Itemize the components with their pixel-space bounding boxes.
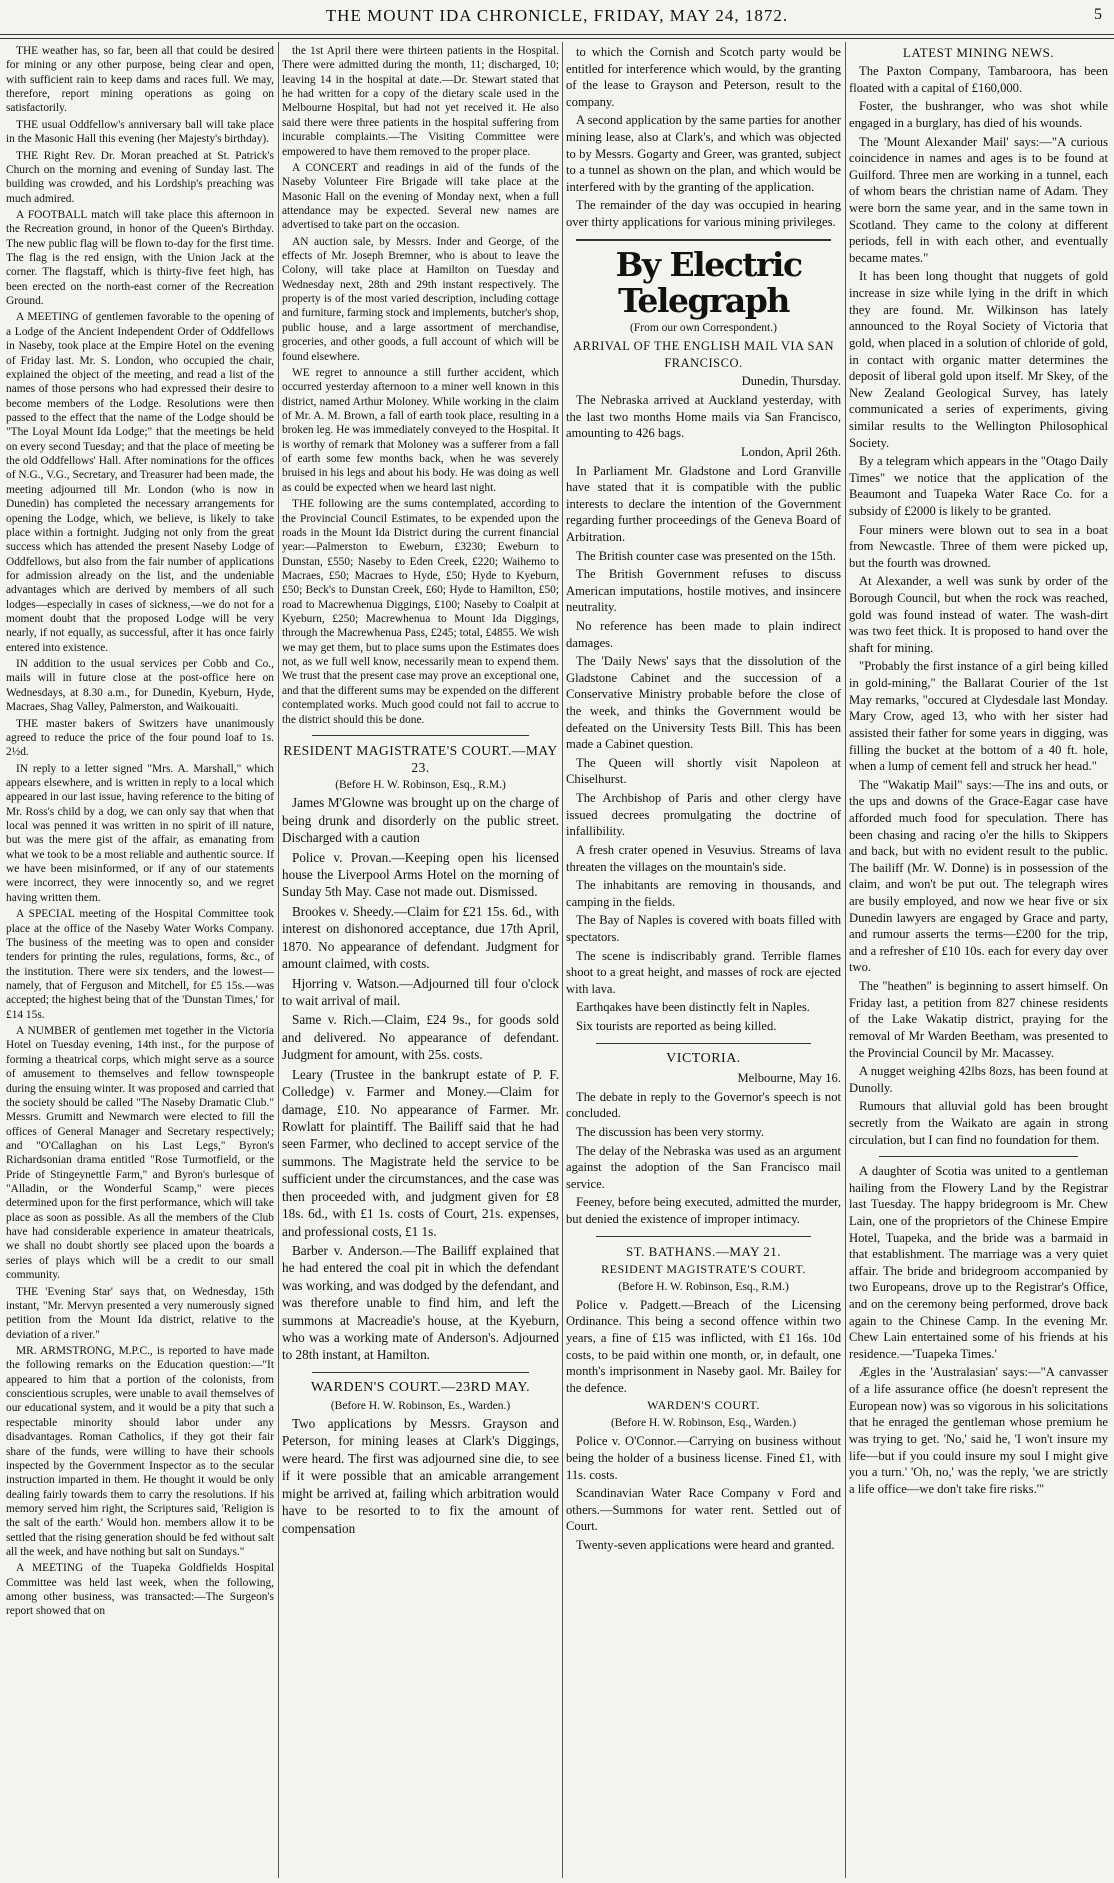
paragraph: The Paxton Company, Tambaroora, has been floated with a capital of £160,000. <box>849 64 1108 95</box>
paragraph: In Parliament Mr. Gladstone and Lord Granville have stated that it is compatible with the public interests to declare the intention of the Government regarding further proceedings of the Geneva Board of Arbitration. <box>566 463 841 544</box>
paragraph: The discussion has been very stormy. <box>576 1124 765 1139</box>
paragraph: Four miners were blown out to sea in a boat from Newcastle. Three of them were picked up, but the fourth was drowned. <box>849 522 1108 570</box>
masthead <box>0 0 1114 34</box>
paragraph: A CONCERT and readings in aid of the funds of the Naseby Volunteer Fire Brigade will take place at the Masonic Hall on the evening of Monday next, when a full attendance may be expected. Several new names are advertised to take part on the occasion. <box>282 161 559 232</box>
paragraph: No reference has been made to plain indirect damages. <box>566 619 841 650</box>
paragraph: The inhabitants are removing in thousands, and camping in the fields. <box>566 878 841 909</box>
section-subheading: (Before H. W. Robinson, Es., Warden.) <box>330 1399 511 1412</box>
paragraph: THE weather has, so far, been all that could be desired for mining or any other purpose, being clear and open, with sufficient rain to keep dams and races full. We may, therefore, report mining operations as going on satisfactorily. <box>6 45 274 115</box>
paragraph: A NUMBER of gentlemen met together in the Victoria Hotel on Tuesday evening, 14th inst., for the purpose of forming a theatrical corps, which might serve as a source of amusement to themselves and fellow townspeople during the ensuing winter. It was proposed and carried that the society should be called "The Naseby Dramatic Club." Messrs. Grumitt and Newmarch were elected to fill the offices of General Manager and Secretary respectively; and "O'Callaghan on his Last Legs," Byron's Richardsonian drama entitled "Rose Turmotfield, or the Pride of Stingeynettle Farm," and Byron's burlesque of "Alladin, or the Wonderful Scamp," were pieces determined upon for the first performance, which will take place as soon as possible. As all the members of the Club have had considerable experience in amateur theatricals, we shall no doubt shortly see placed upon the boards a series of plays which will be a credit to our small community. <box>6 1025 274 1282</box>
section-subheading: (Before H. W. Robinson, Esq., Warden.) <box>610 1417 797 1430</box>
paragraph: THE 'Evening Star' says that, on Wednesday, 15th instant, "Mr. Mervyn presented a very numerously signed petition from the Mount Ida district, relative to the deviation of a river." <box>6 1285 274 1341</box>
paragraph: The debate in reply to the Governor's speech is not concluded. <box>566 1089 841 1121</box>
paragraph: WE regret to announce a still further accident, which occurred yesterday afternoon to a miner well known in this district, named Arthur Moloney. While working in the claim of Mr. A. M. Brown, a fall of earth took place, resulting in a broken leg. He was immediately conveyed to the Hospital. It is worthy of remark that Moloney was a sufferer from a fall of earth some few months back, when he was severely bruised in his legs and about his body. He was doing as well as could be expected when we heard last night. <box>282 366 559 494</box>
paragraph: The "Wakatip Mail" says:—The ins and outs, or the ups and downs of the Grace-Eagar case have afforded much food for speculation. There has been chasing and racing o'er the hills to Skippers and back, but with no evident result to the public. The bailiff (Mr. W. Donne) is in possession of the claim, and won't be put out. The telegraph wires are busily employed, and now we hear five or six Dunedin lawyers are engaged by Grace and party, and rumour asserts the terms—£200 for the trip, and a refresher of £10 10s. each for every day over two. <box>849 777 1108 975</box>
paragraph: The "heathen" is beginning to assert himself. On Friday last, a petition from 827 chinese residents of the Lake Wakatip district, praying for the removal of Mr Warden Beetham, was presented to the Provincial Council by Mr. Macassey. <box>849 979 1108 1060</box>
paragraph: Feeney, before being executed, admitted the murder, but denied the existence of improper intimacy. <box>566 1195 841 1226</box>
paragraph: The 'Mount Alexander Mail' says:—"A curious coincidence in names and ages is to be found at Guilford. Three men are working in a tunnel, each of whom bears the christian name of Adam. They were born the same year, and in the same town in Scotland. They came to the colony at different periods, fell in with each other, and eventually became mates." <box>849 134 1108 265</box>
divider <box>596 1043 811 1044</box>
paragraph: The Archbishop of Paris and other clergy have issued decrees promulgating the doctrine of infallibility. <box>566 791 841 839</box>
section-subheading: RESIDENT MAGISTRATE'S COURT. <box>601 1261 806 1276</box>
column-3 <box>566 44 841 1876</box>
paragraph: Scandinavian Water Race Company v Ford and others.—Summons for water rent. Settled out of Court. <box>566 1486 841 1534</box>
paragraph: A fresh crater opened in Vesuvius. Streams of lava threaten the villages on the mountain's side. <box>566 842 841 874</box>
divider <box>312 735 529 736</box>
paragraph: Twenty-seven applications were heard and granted. <box>576 1538 835 1553</box>
column-rule <box>845 42 846 1878</box>
divider <box>596 1236 811 1237</box>
paragraph: The 'Daily News' says that the dissolution of the Gladstone Cabinet and the succession of a Conservative Ministry probable before the close of the week, and thinks the Government would be defeated on the University Tests Bill. This has been made a Cabinet question. <box>566 654 841 752</box>
divider <box>576 239 831 241</box>
paragraph: Two applications by Messrs. Grayson and Peterson, for mining leases at Clark's Diggings, were heard. The first was adjourned sine die, to see if it were possible that an amicable arrangement might be arrived at, failing which arbitration would have to be resorted to to fix the amount of compensation <box>282 1415 559 1536</box>
section-heading: VICTORIA. <box>666 1050 741 1066</box>
paragraph: AN auction sale, by Messrs. Inder and George, of the effects of Mr. Joseph Bremner, who is about to leave the Colony, will take place at Hamilton on Tuesday and Wednesday next, 28th and 29th instant respectively. The property is of the most varied description, including cottage and furniture, farming stock and implements, butcher's shop, public house, and a large assortment of merchandise, groceries, and other goods, a full account of which will be found elsewhere. <box>282 235 559 363</box>
divider <box>312 1372 529 1373</box>
column-2 <box>282 44 559 1876</box>
paragraph: The scene is indiscribably grand. Terrible flames shoot to a great height, and masses of rock are ejected with lava. <box>566 948 841 996</box>
paragraph: MR. ARMSTRONG, M.P.C., is reported to have made the following remarks on the Education question:—"It appeared to him that a portion of the colonists, from conscientious scruples, were unable to avail themselves of our educational system, and it would be a pity that such a respectable minority should labor under any disadvantages. Roman Catholics, if they got their fair share of the funds, were willing to have their schools inspected by the Government Inspector as to the secular instruction imparted in them. He thought it would be only dealing fairly towards them to carry the resolutions. If his memory served him right, the Scriptures said, 'Religion is the salt of the earth.' Would hon. members allow it to be settled that the rising generation should be fed without salt all the week, and have nothing but salt on Sundays." <box>6 1344 274 1559</box>
paragraph: Rumours that alluvial gold has been brought secretly from the Waikato are again in strong circulation, but I can find no foundation for them. <box>849 1099 1108 1147</box>
paragraph: "Probably the first instance of a girl being killed in gold-mining," the Ballarat Courier of the 1st May remarks, "occured at Clydesdale last Monday. Mary Crow, aged 13, who with her sister had assisted their father for some years in digging, was filling the bucket at the bottom of a 40 ft. hole, when a lump of cement fell and struck her head." <box>849 659 1108 774</box>
masthead-rule-2 <box>0 38 1114 39</box>
paragraph: The remainder of the day was occupied in hearing over thirty applications for various mining privileges. <box>566 198 841 230</box>
paragraph: The Queen will shortly visit Napoleon at Chiselhurst. <box>566 755 841 787</box>
paragraph: Earthqakes have been distinctly felt in Naples. <box>576 1000 810 1015</box>
section-subheading: WARDEN'S COURT. <box>647 1398 760 1413</box>
paragraph: to which the Cornish and Scotch party would be entitled for interference which would, by the granting of the lease to Grayson and Peterson, result to the company. <box>566 45 841 109</box>
paragraph: The British counter case was presented on the 15th. <box>576 548 836 563</box>
paragraph: A second application by the same parties for another mining lease, also at Clark's, and which was objected to by Messrs. Gogarty and Greer, was granted, subject to a tunnel as shown on the plan, and which would be interfered with by the granting of the application. <box>566 113 841 194</box>
dateline: Dunedin, Thursday. <box>741 374 841 389</box>
section-heading: ST. BATHANS.—MAY 21. <box>625 1243 782 1259</box>
column-rule <box>562 42 563 1878</box>
divider <box>879 1156 1078 1157</box>
dateline: London, April 26th. <box>740 444 841 459</box>
paragraph: Police v. Padgett.—Breach of the Licensing Ordinance. This being a second offence within two years, a fine of £15 was inflicted, with £1 16s. 10d costs, to be paid within one month, or, in default, one month's imprisonment in Naseby gaol. Mr. Bailey for the defence. <box>566 1297 841 1395</box>
column-4 <box>849 44 1108 1876</box>
paragraph: The delay of the Nebraska was used as an argument against the adoption of the San Francisco mail service. <box>566 1143 841 1191</box>
paragraph: By a telegram which appears in the "Otago Daily Times" we notice that the application of the Beaumont and Tuapeka Water Race Co. for a subsidy of £2000 is likely to be granted. <box>849 454 1108 518</box>
column-1 <box>6 44 274 1876</box>
paragraph: Police v. O'Connor.—Carrying on business without being the holder of a business license. Fined £1, with 11s. costs. <box>566 1434 841 1482</box>
paragraph: IN addition to the usual services per Cobb and Co., mails will in future close at the post-office here on Wednesdays, at 8.30 a.m., for Dunedin, Kyeburn, Hyde, Macraes, Shag Valley, Palmerston, and Waikouaiti. <box>6 658 274 714</box>
paragraph: A nugget weighing 42lbs 8ozs, has been found at Dunolly. <box>849 1064 1108 1095</box>
section-heading: LATEST MINING NEWS. <box>902 45 1055 60</box>
section-heading: RESIDENT MAGISTRATE'S COURT.—MAY 23. <box>283 742 558 775</box>
paragraph: THE following are the sums contemplated, according to the Provincial Council Estimates, to be expended upon the roads in the Mount Ida District during the current financial year:—Palmerston to Eweburn, £3230; Eweburn to Dunstan, £550; Naseby to Eden Creek, £220; Waihemo to Macraes, £50; Macraes to Hyde, £50; Hyde to Kyeburn, £50; Beck's to Dunstan Creek, £60; Hyde to Hamilton, £50; road to Macrewhenua Diggings, £100; Naseby to Coalpit at Kyeburn, £250; Macrewhenua to Mount Ida Diggings, through the Macrewhenua Pass, £245; total, £4855. We wish we may get them, but to place sums upon the Estimates does not, as we full well know, necessarily mean to expend them. We trust that the present case may prove an exceptional one, and that the different sums may be expended on the different contemplated works. Much good could not fail to accrue to the district should this be done. <box>282 498 559 726</box>
masthead-title: THE MOUNT IDA CHRONICLE, FRIDAY, MAY 24, 1872. <box>325 6 789 25</box>
paragraph: Brookes v. Sheedy.—Claim for £21 15s. 6d., with interest on dishonored acceptance, due 17th April, 1870. No appearance of defendant. Judgment for amount claimed, with costs. <box>282 903 559 972</box>
section-heading: WARDEN'S COURT.—23RD MAY. <box>310 1379 531 1395</box>
paragraph: Hjorring v. Watson.—Adjourned till four o'clock to wait arrival of mail. <box>282 975 559 1009</box>
masthead-rule <box>0 34 1114 35</box>
paragraph: A SPECIAL meeting of the Hospital Committee took place at the office of the Naseby Water Works Company. The business of the meeting was to open and consider tenders for printing the rules, regulations, forms, &c., of the institution. There were six tenders, and the lowest—namely, that of Ferguson and Mitchell, for £5 15s.—was accepted; the highest being that of the 'Dunstan Times,' for £14 15s. <box>6 908 274 1021</box>
paragraph: A MEETING of the Tuapeka Goldfields Hospital Committee was held last week, when the following, among other business, was transacted:—The Surgeon's report showed that on <box>6 1562 274 1618</box>
paragraph: The British Government refuses to discuss American imputations, hostile motives, and insincere neutrality. <box>566 567 841 615</box>
paragraph: Police v. Provan.—Keeping open his licensed house the Liverpool Arms Hotel on the morning of Sunday 5th May. Case not made out. Dismissed. <box>282 849 559 900</box>
section-subheading: (Before H. W. Robinson, Esq., R.M.) <box>335 778 506 791</box>
section-subheading: (Before H. W. Robinson, Esq., R.M.) <box>618 1280 789 1293</box>
paragraph: THE master bakers of Switzers have unanimously agreed to reduce the price of the four pound loaf to 1s. 2½d. <box>6 717 274 759</box>
paragraph: The Nebraska arrived at Auckland yesterday, with the last two months Home mails via San Francisco, amounting to 426 bags. <box>566 393 841 441</box>
paragraph: Six tourists are reported as being killed. <box>576 1019 777 1034</box>
paragraph: James M'Glowne was brought up on the charge of being drunk and disorderly on the public street. Discharged with a caution <box>282 795 559 846</box>
column-rule <box>278 42 279 1878</box>
paragraph: THE usual Oddfellow's anniversary ball will take place in the Masonic Hall this evening (her Majesty's birthday). <box>6 118 274 146</box>
paragraph: A daughter of Scotia was united to a gentleman hailing from the Flowery Land by the Registrar last Tuesday. The happy bridegroom is Mr. Chew Lain, one of the proprietors of the Chinese Empire Hotel, Tuapeka, and the bride was a barmaid in that establishment. The marriage was a very quiet affair. The bride and bridegroom accompanied by two Europeans, drove up to the Registrar's Office, and on the ceremony being performed, drove back again to the Chinese Camp. In the evening Mr. Chew Lain entertained some of his friends at his residence.—'Tuapeka Times.' <box>849 1164 1108 1361</box>
paragraph: The Bay of Naples is covered with boats filled with spectators. <box>566 913 841 944</box>
paragraph: A FOOTBALL match will take place this afternoon in the Recreation ground, in honor of the Queen's Birthday. The new public flag will be flown to-day for the first time. The flag is the red ensign, with the Union Jack at the corner. The flagstaff, which is thirty-five feet high, has been erected on the north-east corner of the Recreation Ground. <box>6 208 274 308</box>
paragraph: Leary (Trustee in the bankrupt estate of P. F. Colledge) v. Farmer and Money.—Claim for damage, £10. No appearance of Farmer. Mr. Rowlatt for plaintiff. The Bailiff said that he had seen Farmer, who declined to accept service of the summons. The Magistrate held the service to be sufficient under the circumstances, and the case was then proceeded with, and judgment given for £8 18s. 6d., with £1 1s. costs of Court, 21s. expenses, and professional costs, £1 1s. <box>282 1066 559 1239</box>
paragraph: Same v. Rich.—Claim, £24 9s., for goods sold and delivered. No appearance of defendant. Judgment for amount, with 25s. costs. <box>282 1012 559 1063</box>
paragraph: A MEETING of gentlemen favorable to the opening of a Lodge of the Ancient Independent Order of Oddfellows in Naseby, took place at the Empire Hotel on the evening of Friday last. Mr. S. London, who occupied the chair, explained the object of the meeting, and read a list of the names of those persons who had expressed their desire to become members of the Lodge. Resolutions were then passed to the effect that the name of the Lodge should be "The Loyal Mount Ida Lodge;" that the meetings be held on every second Tuesday; and that the place of meeting be the old Oddfellows' Hall. After nominations for the offices of N.G., V.G., Secretary, and Treasurer had been made, the meeting adjourned till Mr. London (who is now in Dunedin) has completed the necessary arrangements for opening the Lodge, which, we believe, is likely to take place within a fortnight. Judging not only from the great success which has attended the present Naseby Lodge of Oddfellows, but also from the fair number of applications for admission already on the list, and the undeniable advantages which are derived by members of all such lodges—especially in cases of sickness,—we do not for a moment doubt that the proposed Lodge will be very nearly, if not equally, as successful, after it has once fairly entered into existence. <box>6 311 274 654</box>
section-subheading: (From our own Correspondent.) <box>630 322 777 335</box>
paragraph: Foster, the bushranger, who was shot while engaged in a burglary, has died of his wounds. <box>849 99 1108 130</box>
paragraph: Ægles in the 'Australasian' says:—"A canvasser of a life assurance office (he doesn't represent the European now) was so vigorous in his solicitations that he enraged the gentleman whose premium he was trying to get. 'No,' said he, 'I won't insure my life—but if you could insure my soul I might give you a turn.' 'Oh, no,' was the reply, 'we are strictly a life office—we don't take fire risks.'" <box>849 1365 1108 1496</box>
paragraph: It has been long thought that nuggets of gold increase in size while lying in the drift in which they are found. Mr. Wilkinson has lately announced to the Royal Society of Victoria that gold, when placed in a solution of chloride of gold, in contact with organic matter determines the deposit of liberal gold upon itself. Mr Skey, of the New Zealand Geological Survey, has lately communicated a series of experiments, giving similar results to the Wellington Philosophical Society. <box>849 269 1108 450</box>
paragraph: At Alexander, a well was sunk by order of the Borough Council, but when the rock was reached, gold was found instead of water. The wash-dirt was two feet thick. It is proposed to hand over the shaft for mining. <box>849 574 1108 655</box>
page-number: 5 <box>1094 6 1102 23</box>
paragraph: IN reply to a letter signed "Mrs. A. Marshall," which appears elsewhere, and is written in reply to a local which appeared in our last issue, having reference to the biting of Mr. Ross's child by a dog, we can only say that when that local was penned it was written in no spirit of ill nature, but was the mere gist of the affair, as emanating from what we took to be a most reliable and authentic source. If we have been misinformed, or if any of our statements were incorrect, they were innocently so, and we regret having written them. <box>6 762 274 904</box>
dateline: Melbourne, May 16. <box>737 1071 841 1086</box>
section-heading: ARRIVAL OF THE ENGLISH MAIL VIA SAN FRANCISCO. <box>572 339 835 370</box>
paragraph: THE Right Rev. Dr. Moran preached at St. Patrick's Church on the morning and evening of Sunday last. The building was crowded, and his Lordship's preaching was much admired. <box>6 149 274 205</box>
paragraph: the 1st April there were thirteen patients in the Hospital. There were admitted during the month, 11; discharged, 10; leaving 14 in the hospital at date.—Dr. Stewart stated that he had written for a copy of the dietary scale used in the Melbourne Hospital, but had not yet received it. He also said there were three patients in the hospital suffering from incurable complaints.—The Visiting Committee were empowered to have them removed to the proper place. <box>282 45 559 158</box>
section-masthead: By Electric Telegraph <box>615 244 802 320</box>
paragraph: Barber v. Anderson.—The Bailiff explained that he had entered the coal pit in which the defendant was working, and was dodged by the defendant, and was therefore unable to find him, and left the summons at Macreadie's house, at the Kyeburn, who was a working mate of Anderson's. Adjourned to 28th instant, at Hamilton. <box>282 1242 559 1363</box>
